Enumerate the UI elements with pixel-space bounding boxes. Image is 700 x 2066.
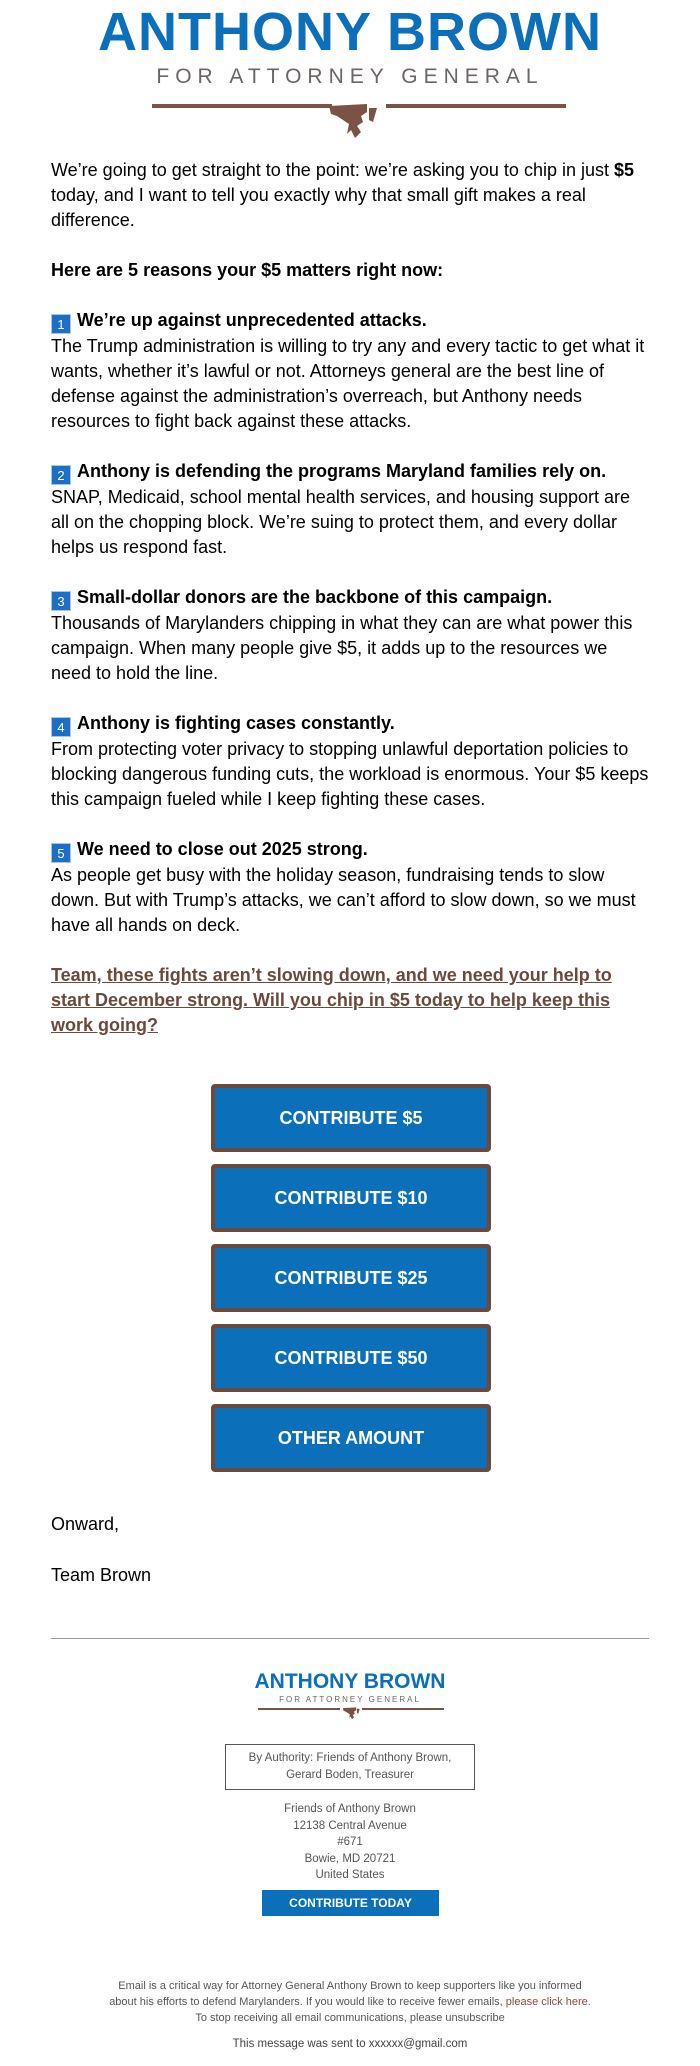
mailing-address (0, 1801, 700, 1884)
number-4-icon: 4 (51, 717, 71, 737)
number-2-icon: 2 (51, 465, 71, 485)
reasons-heading: Here are 5 reasons your $5 matters right now: (51, 260, 444, 280)
logo-rule-right (386, 104, 566, 108)
reason-item (51, 585, 651, 686)
address-line: Bowie, MD 20721 (304, 1852, 396, 1865)
reason-item (51, 837, 651, 938)
chip-in-link[interactable]: Team, these fights aren’t slowing down, and we need your help to start December strong. Will you chip in $5 today to help keep this work going? (51, 965, 612, 1035)
other-amount-button[interactable]: OTHER AMOUNT (211, 1404, 491, 1472)
authority-line-1: By Authority: Friends of Anthony Brown, (248, 1752, 452, 1764)
maryland-state-icon (327, 100, 383, 140)
reason-body: From protecting voter privacy to stopping unlawful deportation policies to blocking dangerous funding cuts, the workload is enormous. Your $5 keeps this campaign fueled while I keep fighting these cases. (51, 739, 649, 809)
contribute-10-button[interactable]: CONTRIBUTE $10 (211, 1164, 491, 1232)
footer-divider (51, 1638, 649, 1639)
reason-item (51, 459, 651, 560)
reason-body: Thousands of Marylanders chipping in what they can are what power this campaign. When many people give $5, it adds up to the resources we need to hold the line. (51, 613, 633, 683)
signature: Team Brown (51, 1565, 152, 1585)
logo-name: ANTHONY BROWN (98, 2, 602, 62)
reason-title: We’re up against unprecedented attacks. (77, 310, 427, 330)
reason-body: As people get busy with the holiday season, fundraising tends to slow down. But with Trump’s attacks, we can’t afford to slow down, so we must have all hands on deck. (51, 865, 636, 935)
reason-title: Anthony is fighting cases constantly. (77, 713, 395, 733)
maryland-state-icon (342, 1706, 362, 1720)
campaign-logo (0, 0, 700, 140)
contribute-today-button[interactable]: CONTRIBUTE TODAY (262, 1890, 439, 1916)
reason-item (51, 308, 651, 434)
footer-logo (0, 1670, 700, 1722)
address-line: Friends of Anthony Brown (284, 1803, 416, 1815)
cta-paragraph (51, 963, 651, 1038)
authority-line-2: Gerard Boden, Treasurer (286, 1769, 414, 1781)
number-3-icon: 3 (51, 591, 71, 611)
email-fineprint (60, 1978, 640, 2026)
paid-for-by-box (225, 1744, 475, 1790)
number-5-icon: 5 (51, 843, 71, 863)
reason-body: SNAP, Medicaid, school mental health services, and housing support are all on the chopping block. We’re suing to protect them, and every dollar helps us respond fast. (51, 487, 630, 557)
reason-title: Small-dollar donors are the backbone of this campaign. (77, 587, 553, 607)
closing: Onward, (51, 1514, 120, 1534)
reason-title: Anthony is defending the programs Maryland families rely on. (77, 461, 607, 481)
reason-body: The Trump administration is willing to try any and every tactic to get what it wants, whether it’s lawful or not. Attorneys general are the best line of defense against the administration’s overreach, but Anthony needs resources to fight back against these attacks. (51, 336, 645, 431)
signoff (51, 1512, 151, 1614)
fewer-emails-link[interactable]: please click here. (505, 1996, 591, 2008)
intro-amount: $5 (613, 160, 635, 180)
logo-subtitle: FOR ATTORNEY GENERAL (156, 65, 544, 88)
address-line: 12138 Central Avenue (293, 1819, 407, 1832)
contribute-25-button[interactable]: CONTRIBUTE $25 (211, 1244, 491, 1312)
donation-buttons (211, 1084, 491, 1484)
unsubscribe-line[interactable]: To stop receiving all email communications, please unsubscribe (195, 2012, 505, 2024)
contribute-50-button[interactable]: CONTRIBUTE $50 (211, 1324, 491, 1392)
intro-paragraph: We’re going to get straight to the point: we’re asking you to chip in just $5 today, and I want to tell you exactly why that small gift makes a real difference. (51, 160, 635, 230)
fineprint-line-1: Email is a critical way for Attorney General Anthony Brown to keep supporters like you informed (118, 1980, 582, 1992)
logo-rule-left (152, 104, 332, 108)
footer-logo-rule-right (362, 1708, 444, 1710)
address-line: #671 (337, 1836, 363, 1848)
number-1-icon: 1 (51, 314, 71, 334)
sent-to-notice: This message was sent to xxxxxx@gmail.com (232, 2038, 468, 2050)
reason-title: We need to close out 2025 strong. (77, 839, 368, 859)
reason-item (51, 711, 651, 812)
footer-logo-subtitle: FOR ATTORNEY GENERAL (279, 1695, 421, 1704)
address-line: United States (315, 1869, 385, 1881)
contribute-5-button[interactable]: CONTRIBUTE $5 (211, 1084, 491, 1152)
fineprint-line-2: about his efforts to defend Marylanders. If you would like to receive fewer emails, please click here. (109, 1996, 591, 2008)
footer-logo-rule-left (258, 1708, 340, 1710)
email-body (51, 158, 651, 1063)
footer-logo-name: ANTHONY BROWN (254, 1670, 446, 1693)
